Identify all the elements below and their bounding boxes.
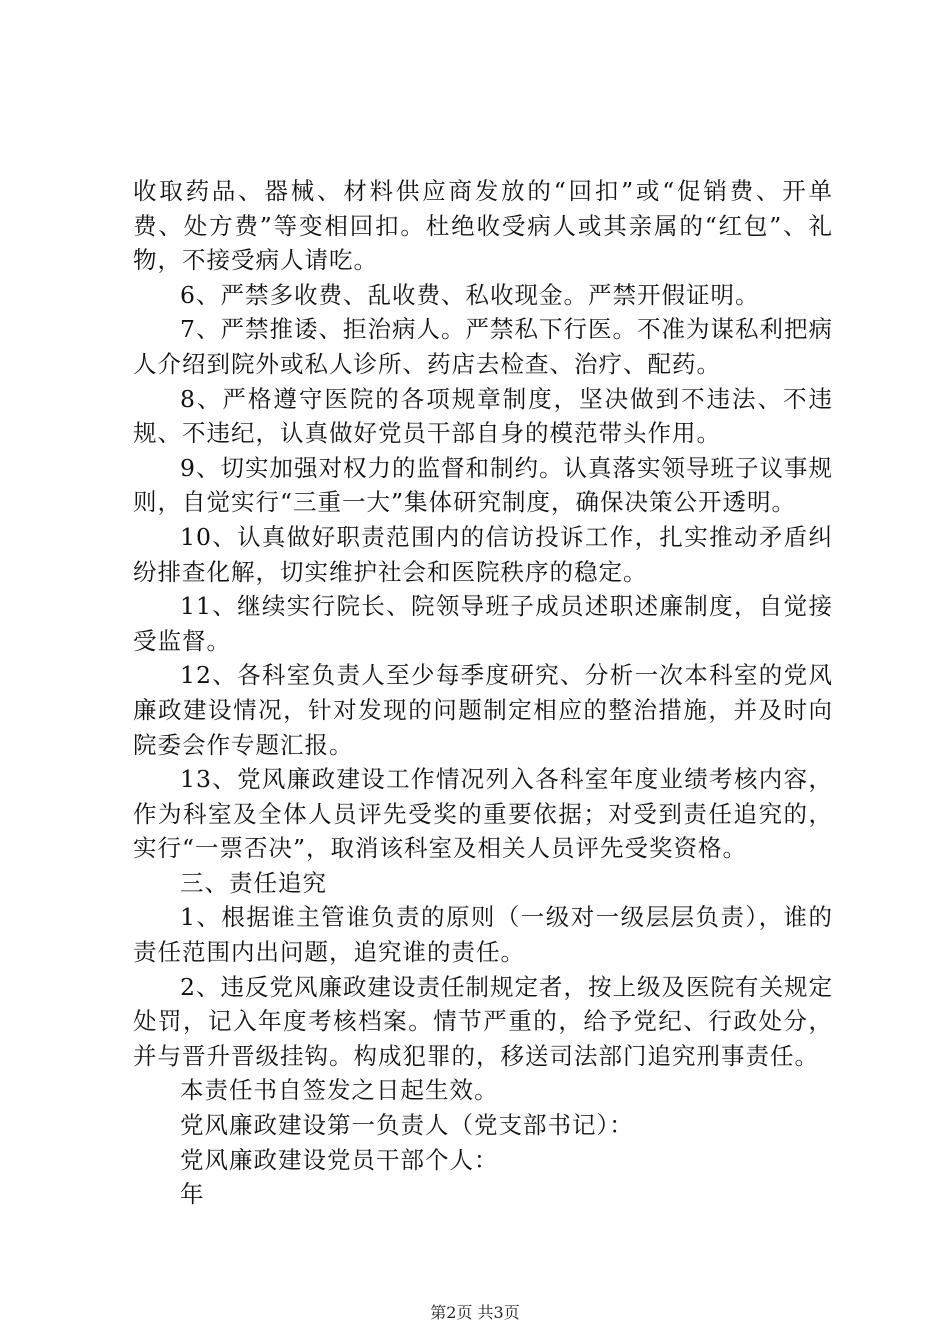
document-body [133,174,833,1212]
paragraph-item-10: 10、认真做好职责范围内的信访投诉工作，扎实推动矛盾纠纷排查化解，切实维护社会和医院秩序的稳定。 [133,522,833,586]
paragraph-kickback: 收取药品、器械、材料供应商发放的“回扣”或“促销费、开单费、处方费”等变相回扣。杜绝收受病人或其亲属的“红包”、礼物，不接受病人请吃。 [133,177,833,275]
paragraph-item-13: 13、党风廉政建设工作情况列入各科室年度业绩考核内容，作为科室及全体人员评先受奖的重要依据；对受到责任追究的，实行“一票否决”，取消该科室及相关人员评先受奖资格。 [133,765,833,863]
paragraph-item-9: 9、切实加强对权力的监督和制约。认真落实领导班子议事规则，自觉实行“三重一大”集体研究制度，确保决策公开透明。 [133,453,833,517]
paragraph-item-6: 6、严禁多收费、乱收费、私收现金。严禁开假证明。 [180,280,760,309]
paragraph-item-8: 8、严格遵守医院的各项规章制度，坚决做到不违法、不违规、不违纪，认真做好党员干部自身的模范带头作用。 [133,384,833,448]
date-year-label: 年 [180,1180,205,1209]
signature-first-responsible: 党风廉政建设第一负责人（党支部书记）： [180,1111,634,1140]
paragraph-item-12: 12、各科室负责人至少每季度研究、分析一次本科室的党风廉政建设情况，针对发现的问题制定相应的整治措施，并及时向院委会作专题汇报。 [133,661,833,759]
paragraph-item-11: 11、继续实行院长、院领导班子成员述职述廉制度，自觉接受监督。 [133,592,833,655]
page-number-footer: 第2页 共3页 [430,1303,520,1322]
paragraph-accountability-2: 2、违反党风廉政建设责任制规定者，按上级及医院有关规定处罚，记入年度考核档案。情节严重的，给予党纪、行政处分，并与晋升晋级挂钩。构成犯罪的，移送司法部门追究刑事责任。 [133,972,833,1070]
paragraph-effective-date: 本责任书自签发之日起生效。 [180,1076,499,1105]
paragraph-accountability-1: 1、根据谁主管谁负责的原则（一级对一级层层负责），谁的责任范围内出问题，追究谁的责任。 [133,903,833,967]
paragraph-item-7: 7、严禁推诿、拒治病人。严禁私下行医。不准为谋私利把病人介绍到院外或私人诊所、药店去检查、治疗、配药。 [133,315,833,378]
signature-party-member: 党风廉政建设党员干部个人： [180,1145,499,1174]
section-heading-accountability: 三、责任追究 [180,868,327,897]
